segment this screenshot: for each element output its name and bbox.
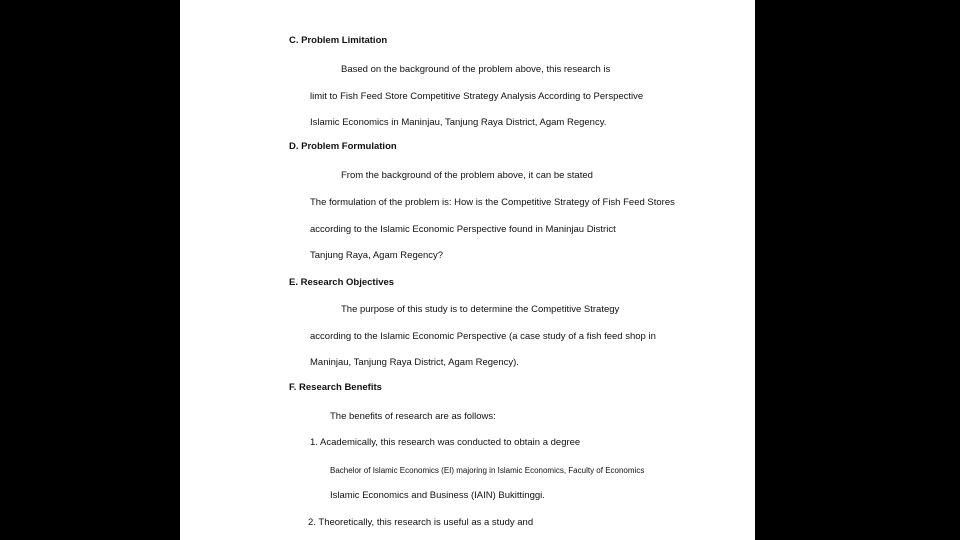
paragraph-line: Tanjung Raya, Agam Regency? (310, 250, 444, 261)
paragraph-line: according to the Islamic Economic Perspective (a case study of a fish feed shop in (310, 331, 656, 342)
paragraph-line: Islamic Economics and Business (IAIN) Bukittinggi. (330, 490, 545, 501)
paragraph-line: Islamic Economics in Maninjau, Tanjung Raya District, Agam Regency. (310, 117, 607, 128)
paragraph-line: limit to Fish Feed Store Competitive Strategy Analysis According to Perspective (310, 91, 644, 102)
paragraph-line: according to the Islamic Economic Perspective found in Maninjau District (310, 224, 616, 235)
section-heading-research-objectives: E. Research Objectives (289, 277, 395, 288)
list-item: 1. Academically, this research was conducted to obtain a degree (310, 437, 581, 448)
section-heading-problem-limitation: C. Problem Limitation (289, 35, 388, 46)
paragraph-line: Based on the background of the problem above, this research is (341, 64, 611, 75)
section-heading-research-benefits: F. Research Benefits (289, 382, 382, 393)
paragraph-line: From the background of the problem above, it can be stated (341, 170, 593, 181)
paragraph-line: The benefits of research are as follows: (330, 411, 496, 422)
paragraph-line: Maninjau, Tanjung Raya District, Agam Regency). (310, 357, 519, 368)
section-heading-problem-formulation: D. Problem Formulation (289, 141, 397, 152)
paragraph-line: The purpose of this study is to determine the Competitive Strategy (341, 304, 620, 315)
paragraph-line: Bachelor of Islamic Economics (EI) majoring in Islamic Economics, Faculty of Economics (330, 466, 645, 475)
list-item: 2. Theoretically, this research is useful as a study and (308, 517, 534, 528)
paragraph-line: The formulation of the problem is: How is the Competitive Strategy of Fish Feed Stores (310, 197, 675, 208)
document-page (180, 0, 755, 540)
